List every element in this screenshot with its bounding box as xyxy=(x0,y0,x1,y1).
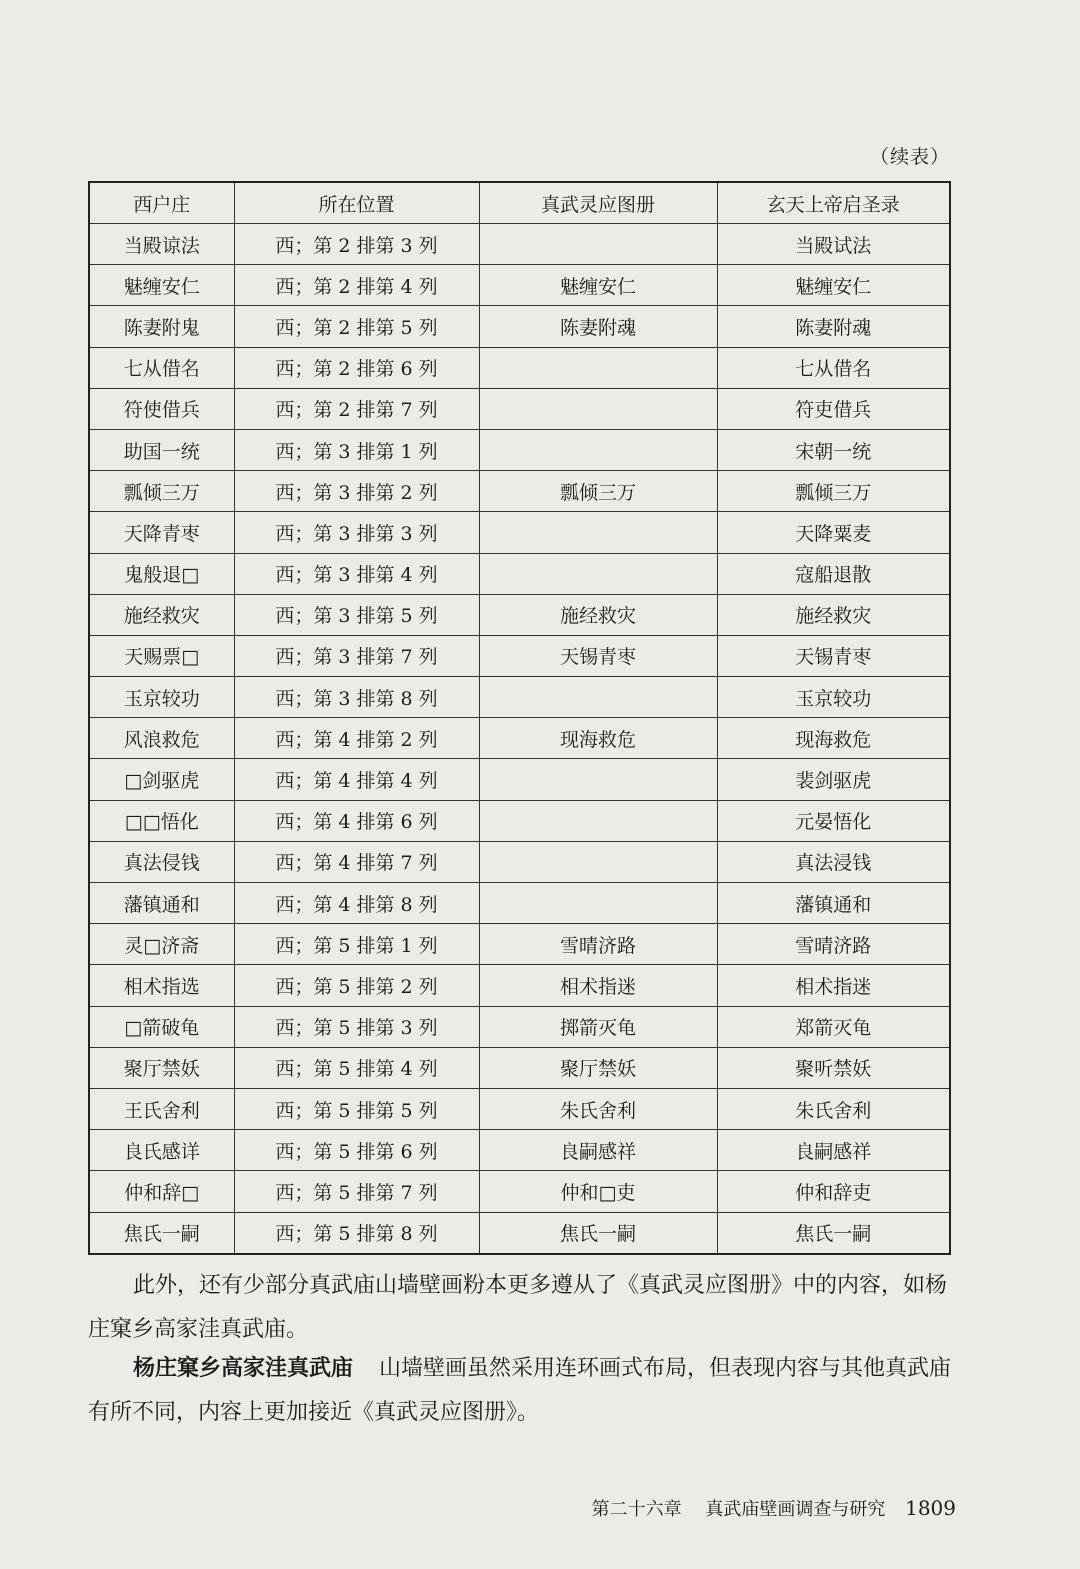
cell-xuantian-record: 寇船退散 xyxy=(717,553,950,594)
cell-location: 西；第 3 排第 1 列 xyxy=(234,429,479,470)
cell-zhenwu-album xyxy=(479,429,717,470)
cell-location: 西；第 4 排第 7 列 xyxy=(234,841,479,882)
table-row xyxy=(89,965,950,1006)
header-xihuzhuang: 西户庄 xyxy=(89,182,234,224)
cell-location: 西；第 4 排第 8 列 xyxy=(234,883,479,924)
cell-location: 西；第 2 排第 7 列 xyxy=(234,388,479,429)
cell-zhenwu-album: 现海救危 xyxy=(479,718,717,759)
cell-zhenwu-album xyxy=(479,759,717,800)
cell-xihuzhuang: □□悟化 xyxy=(89,800,234,841)
table-body xyxy=(89,224,950,1254)
table-row xyxy=(89,1047,950,1088)
table-row xyxy=(89,677,950,718)
cell-zhenwu-album xyxy=(479,347,717,388)
cell-zhenwu-album: 朱氏舍利 xyxy=(479,1088,717,1129)
cell-location: 西；第 4 排第 4 列 xyxy=(234,759,479,800)
cell-xihuzhuang: 真法侵钱 xyxy=(89,841,234,882)
cell-xuantian-record: 藩镇通和 xyxy=(717,883,950,924)
paragraph-1: 此外，还有少部分真武庙山墙壁画粉本更多遵从了《真武灵应图册》中的内容，如杨庄窠乡高家洼真武庙。 xyxy=(88,1273,948,1342)
cell-zhenwu-album: 瓢倾三万 xyxy=(479,471,717,512)
header-zhenwu-album: 真武灵应图册 xyxy=(479,182,717,224)
cell-location: 西；第 5 排第 3 列 xyxy=(234,1006,479,1047)
cell-xuantian-record: 宋朝一统 xyxy=(717,429,950,470)
cell-xihuzhuang: 瓢倾三万 xyxy=(89,471,234,512)
cell-xihuzhuang: 天降青枣 xyxy=(89,512,234,553)
cell-location: 西；第 2 排第 6 列 xyxy=(234,347,479,388)
cell-zhenwu-album xyxy=(479,841,717,882)
cell-xihuzhuang: 七从借名 xyxy=(89,347,234,388)
cell-location: 西；第 3 排第 5 列 xyxy=(234,594,479,635)
cell-zhenwu-album: 施经救灾 xyxy=(479,594,717,635)
cell-xihuzhuang: 魅缠安仁 xyxy=(89,265,234,306)
table-row xyxy=(89,1006,950,1047)
table-row xyxy=(89,841,950,882)
table-row xyxy=(89,1171,950,1212)
table-row xyxy=(89,800,950,841)
header-xuantian-record: 玄天上帝启圣录 xyxy=(717,182,950,224)
cell-xuantian-record: 陈妻附魂 xyxy=(717,306,950,347)
paragraph-2 xyxy=(88,1346,958,1435)
cell-location: 西；第 5 排第 6 列 xyxy=(234,1130,479,1171)
cell-xihuzhuang: 符使借兵 xyxy=(89,388,234,429)
cell-xuantian-record: 郑箭灭龟 xyxy=(717,1006,950,1047)
table-row xyxy=(89,1130,950,1171)
cell-zhenwu-album: 聚厅禁妖 xyxy=(479,1047,717,1088)
cell-zhenwu-album xyxy=(479,388,717,429)
cell-location: 西；第 3 排第 2 列 xyxy=(234,471,479,512)
cell-location: 西；第 3 排第 3 列 xyxy=(234,512,479,553)
table-row xyxy=(89,594,950,635)
cell-xuantian-record: 焦氏一嗣 xyxy=(717,1212,950,1254)
cell-location: 西；第 4 排第 6 列 xyxy=(234,800,479,841)
table-row xyxy=(89,347,950,388)
cell-xihuzhuang: 良氏感详 xyxy=(89,1130,234,1171)
cell-location: 西；第 5 排第 4 列 xyxy=(234,1047,479,1088)
table-row xyxy=(89,1088,950,1129)
table-row xyxy=(89,553,950,594)
cell-zhenwu-album: 雪晴济路 xyxy=(479,924,717,965)
table-row xyxy=(89,512,950,553)
table-row xyxy=(89,759,950,800)
cell-xuantian-record: 魅缠安仁 xyxy=(717,265,950,306)
table-row xyxy=(89,471,950,512)
cell-xihuzhuang: 玉京较功 xyxy=(89,677,234,718)
table-row xyxy=(89,718,950,759)
cell-xuantian-record: 瓢倾三万 xyxy=(717,471,950,512)
cell-xuantian-record: 裴剑驱虎 xyxy=(717,759,950,800)
cell-xihuzhuang: 仲和辞□ xyxy=(89,1171,234,1212)
paragraph-2-body: 山墙壁画虽然采用连环画式布局，但表现内容与其他真武庙有所不同，内容上更加接近《真武灵应图册》。 xyxy=(88,1356,952,1425)
cell-xuantian-record: 朱氏舍利 xyxy=(717,1088,950,1129)
cell-xihuzhuang: 焦氏一嗣 xyxy=(89,1212,234,1254)
cell-xuantian-record: 天锡青枣 xyxy=(717,635,950,676)
cell-location: 西；第 2 排第 3 列 xyxy=(234,224,479,265)
cell-zhenwu-album xyxy=(479,224,717,265)
table-row xyxy=(89,635,950,676)
cell-location: 西；第 4 排第 2 列 xyxy=(234,718,479,759)
cell-xihuzhuang: 藩镇通和 xyxy=(89,883,234,924)
table-row xyxy=(89,924,950,965)
cell-location: 西；第 5 排第 7 列 xyxy=(234,1171,479,1212)
cell-xuantian-record: 相术指迷 xyxy=(717,965,950,1006)
cell-xuantian-record: 当殿试法 xyxy=(717,224,950,265)
continued-table-label: （续表） xyxy=(869,146,950,168)
table-row xyxy=(89,883,950,924)
cell-xihuzhuang: 王氏舍利 xyxy=(89,1088,234,1129)
cell-zhenwu-album: 良嗣感祥 xyxy=(479,1130,717,1171)
cell-zhenwu-album xyxy=(479,883,717,924)
cell-zhenwu-album: 相术指迷 xyxy=(479,965,717,1006)
cell-zhenwu-album: 魅缠安仁 xyxy=(479,265,717,306)
footer-title: 真武庙壁画调查与研究 xyxy=(705,1499,886,1520)
cell-xihuzhuang: 鬼般退□ xyxy=(89,553,234,594)
cell-xuantian-record: 聚听禁妖 xyxy=(717,1047,950,1088)
cell-xuantian-record: 七从借名 xyxy=(717,347,950,388)
cell-xihuzhuang: 聚厅禁妖 xyxy=(89,1047,234,1088)
header-location: 所在位置 xyxy=(234,182,479,224)
footer-chapter: 第二十六章 xyxy=(591,1499,682,1520)
table-row xyxy=(89,306,950,347)
cell-location: 西；第 5 排第 1 列 xyxy=(234,924,479,965)
cell-xihuzhuang: 陈妻附鬼 xyxy=(89,306,234,347)
cell-zhenwu-album xyxy=(479,800,717,841)
cell-location: 西；第 5 排第 5 列 xyxy=(234,1088,479,1129)
cell-xihuzhuang: 风浪救危 xyxy=(89,718,234,759)
cell-xuantian-record: 玉京较功 xyxy=(717,677,950,718)
cell-xihuzhuang: □剑驱虎 xyxy=(89,759,234,800)
cell-xuantian-record: 符吏借兵 xyxy=(717,388,950,429)
cell-xuantian-record: 现海救危 xyxy=(717,718,950,759)
cell-xihuzhuang: 助国一统 xyxy=(89,429,234,470)
cell-zhenwu-album: 仲和□吏 xyxy=(479,1171,717,1212)
cell-location: 西；第 2 排第 5 列 xyxy=(234,306,479,347)
table-row xyxy=(89,1212,950,1254)
cell-location: 西；第 5 排第 8 列 xyxy=(234,1212,479,1254)
cell-xuantian-record: 元晏悟化 xyxy=(717,800,950,841)
cell-location: 西；第 5 排第 2 列 xyxy=(234,965,479,1006)
cell-xihuzhuang: 当殿谅法 xyxy=(89,224,234,265)
cell-xuantian-record: 施经救灾 xyxy=(717,594,950,635)
cell-location: 西；第 2 排第 4 列 xyxy=(234,265,479,306)
page-footer xyxy=(592,1495,956,1521)
cell-location: 西；第 3 排第 8 列 xyxy=(234,677,479,718)
cell-zhenwu-album: 焦氏一嗣 xyxy=(479,1212,717,1254)
cell-location: 西；第 3 排第 7 列 xyxy=(234,635,479,676)
comparison-table xyxy=(88,181,951,1255)
cell-xuantian-record: 天降粟麦 xyxy=(717,512,950,553)
table-row xyxy=(89,388,950,429)
cell-xihuzhuang: 灵□济斋 xyxy=(89,924,234,965)
cell-xuantian-record: 真法浸钱 xyxy=(717,841,950,882)
cell-location: 西；第 3 排第 4 列 xyxy=(234,553,479,594)
cell-xuantian-record: 仲和辞吏 xyxy=(717,1171,950,1212)
cell-zhenwu-album xyxy=(479,677,717,718)
cell-xihuzhuang: □箭破龟 xyxy=(89,1006,234,1047)
cell-zhenwu-album: 掷箭灭龟 xyxy=(479,1006,717,1047)
cell-zhenwu-album xyxy=(479,512,717,553)
paragraph-2-heading: 杨庄窠乡高家洼真武庙 xyxy=(133,1355,354,1381)
cell-xuantian-record: 良嗣感祥 xyxy=(717,1130,950,1171)
cell-zhenwu-album: 天锡青枣 xyxy=(479,635,717,676)
table-row xyxy=(89,224,950,265)
cell-xihuzhuang: 施经救灾 xyxy=(89,594,234,635)
cell-xihuzhuang: 天赐票□ xyxy=(89,635,234,676)
cell-zhenwu-album: 陈妻附魂 xyxy=(479,306,717,347)
cell-xuantian-record: 雪晴济路 xyxy=(717,924,950,965)
cell-zhenwu-album xyxy=(479,553,717,594)
cell-xihuzhuang: 相术指选 xyxy=(89,965,234,1006)
table-row xyxy=(89,429,950,470)
table-header-row xyxy=(89,182,950,224)
page-number: 1809 xyxy=(905,1496,956,1520)
table-row xyxy=(89,265,950,306)
